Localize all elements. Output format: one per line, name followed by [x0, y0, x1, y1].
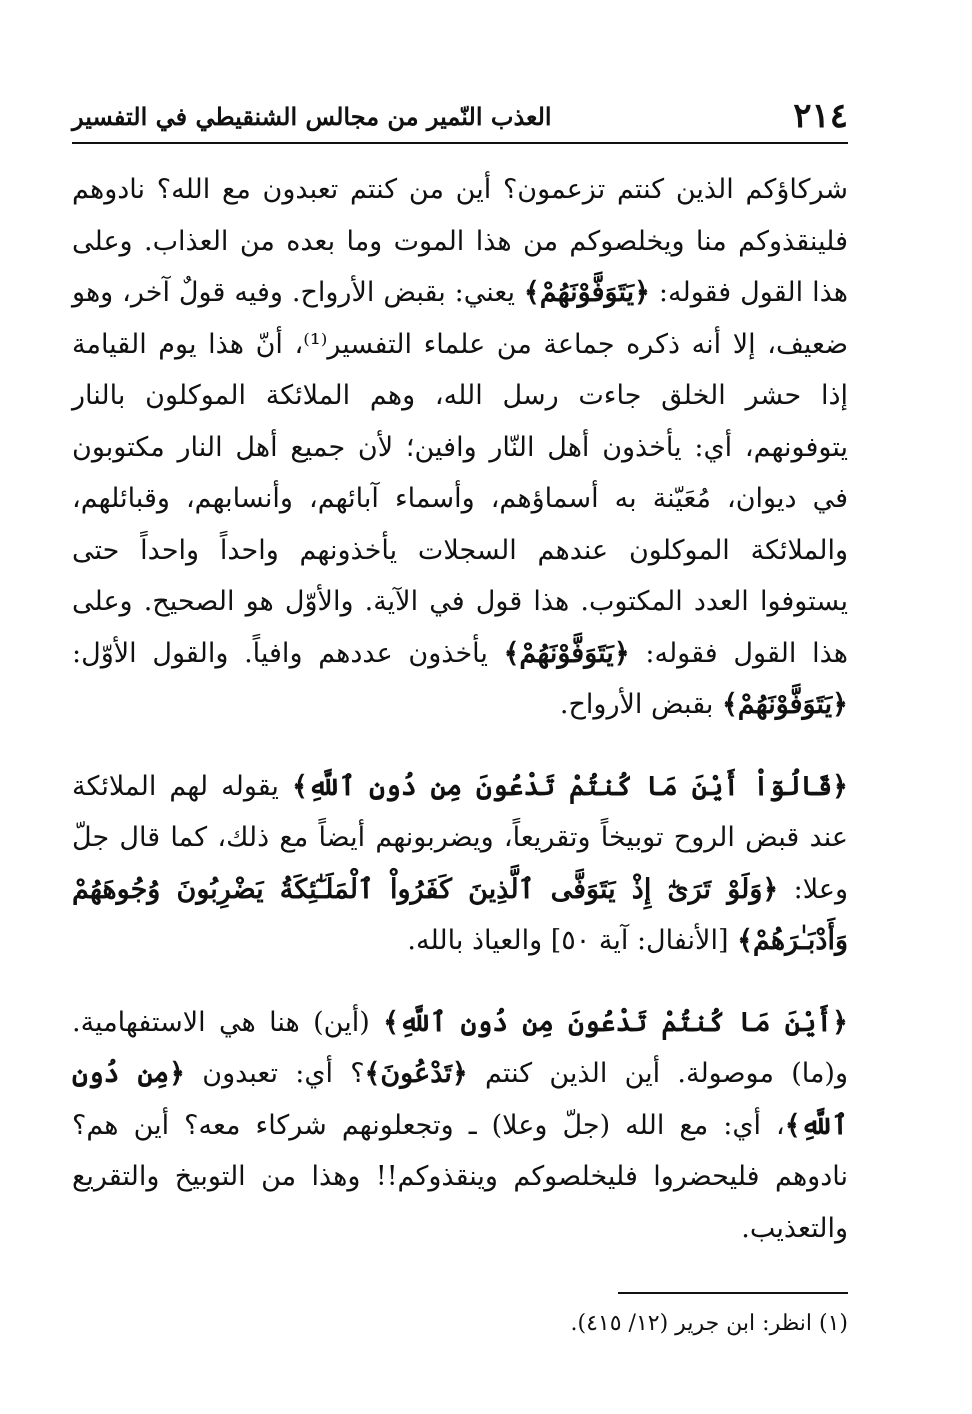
text-segment: يقوله لهم الملائكة عند قبض الروح توبيخاً وتقريعاً، ويضربونهم أيضاً مع ذلك، كما قال جلّ وعلا:: [72, 770, 848, 905]
text-segment: (أين) هنا هي الاستفهامية. و(ما) موصولة. أين الذين كنتم: [72, 1006, 848, 1089]
text-segment: يأخذون عددهم وافياً. والقول الأوّل:: [72, 637, 504, 669]
footnote: (١) انظر: ابن جرير (١٢/ ٤١٥).: [570, 1311, 848, 1336]
page-number: ٢١٤: [793, 96, 848, 136]
text-segment: شركاؤكم الذين كنتم تزعمون؟ أين من كنتم تعبدون مع الله؟ نادوهم فلينقذوكم منا ويخلصوكم من هذا الموت وما بعده من العذاب. وعلى هذا القول فقوله:: [72, 174, 848, 308]
text-segment: يعني: بقبض الأرواح. وفيه قولٌ آخر، وهو ضعيف، إلا أنه ذكره جماعة من علماء التفسير⁽¹⁾، أنّ هذا يوم القيامة إذا حشر الخلق جاءت رسل الله، وهم الملائكة الموكلون بالنار يتوفونهم، أي: يأخذون أهل النّار وافين؛ لأن جميع أهل النار مكتوبون في ديوان، مُعَيّنة به أسماؤهم، وأسماء آبائهم، وأنسابهم، وقبائلهم، والملائكة الموكلون عندهم السجلات يأخذونهم واحداً واحداً حتى يستوفوا العدد المكتوب. هذا قول في الآية. والأوّل هو الصحيح. وعلى هذا القول فقوله:: [72, 277, 848, 669]
page-header: [72, 96, 848, 144]
text-segment: بقبض الأرواح.: [559, 689, 722, 720]
footnote-separator: [618, 1292, 848, 1294]
text-segment: ، أي: مع الله (جلّ وعلا) ـ وتجعلونهم شركاء معه؟ أين هم؟ نادوهم فليحضروا فليخلصوكم وينقذوكم!! وهذا من التوبيخ والتقريع والتعذيب.: [72, 1109, 848, 1244]
text-segment: [الأنفال: آية ٥٠] والعياذ بالله.: [407, 925, 738, 956]
quran-verse: ﴿قَالُوٓاْ أَيْنَ مَا كُنتُمْ تَدْعُونَ مِن دُونِ ٱللَّهِ﴾: [292, 770, 848, 802]
quran-verse: ﴿يَتَوَفَّوْنَهُمْ﴾: [503, 637, 630, 669]
paragraph-1: [72, 164, 848, 731]
quran-verse: ﴿يَتَوَفَّوْنَهُمْ﴾: [523, 277, 650, 308]
running-title: العذب النّمير من مجالس الشنقيطي في التفسير: [72, 102, 552, 131]
quran-verse: ﴿وَلَوْ تَرَىٰٓ إِذْ يَتَوَفَّى ٱلَّذِينَ كَفَرُواْ ٱلْمَلَـٰٓئِكَةُ يَضْرِبُونَ وُجُوهَهُمْ وَأَدْبَـٰرَهُمْ﴾: [72, 873, 848, 956]
quran-verse: ﴿مِن دُونِ ٱللَّهِ﴾: [72, 1058, 848, 1141]
body-text: [72, 164, 848, 1254]
quran-verse: ﴿أَيْنَ مَا كُنتُمْ تَدْعُونَ مِن دُونِ ٱللَّهِ﴾: [383, 1006, 848, 1038]
text-segment: ؟ أي: تعبدون: [185, 1058, 365, 1089]
quran-verse: ﴿تَدْعُونَ﴾: [364, 1058, 468, 1089]
paragraph-3: [72, 997, 848, 1255]
quran-verse: ﴿يَتَوَفَّوْنَهُمْ﴾: [721, 689, 848, 720]
paragraph-2: [72, 761, 848, 967]
